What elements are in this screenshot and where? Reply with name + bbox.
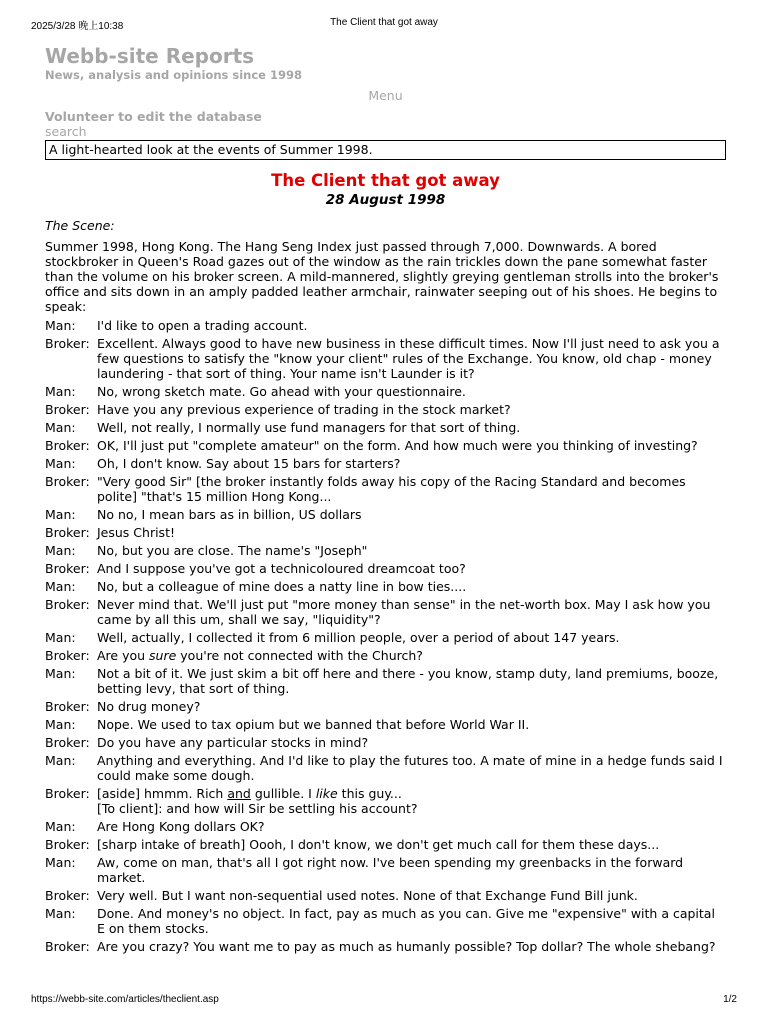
dialogue-line bbox=[97, 648, 726, 666]
dialogue-line: Anything and everything. And I'd like to play the futures too. A mate of mine in a hedge funds said I could make some dough. bbox=[97, 753, 723, 783]
speaker: Man: bbox=[45, 543, 76, 558]
dialogue-row bbox=[45, 561, 726, 579]
speaker: Broker: bbox=[45, 561, 90, 576]
print-page-title: The Client that got away bbox=[330, 17, 438, 28]
dialogue-row bbox=[45, 855, 726, 888]
dialogue-row bbox=[45, 456, 726, 474]
speaker: Broker: bbox=[45, 837, 90, 852]
speaker: Broker: bbox=[45, 735, 90, 750]
speaker: Broker: bbox=[45, 597, 90, 612]
print-footer bbox=[31, 994, 737, 1008]
speaker: Man: bbox=[45, 906, 76, 921]
speaker: Broker: bbox=[45, 786, 90, 801]
speaker: Broker: bbox=[45, 438, 90, 453]
search-link[interactable]: search bbox=[45, 124, 87, 139]
article-date: 28 August 1998 bbox=[325, 192, 446, 208]
speaker: Man: bbox=[45, 666, 76, 681]
dialogue-row bbox=[45, 420, 726, 438]
dialogue-line: Do you have any particular stocks in mind? bbox=[97, 735, 369, 750]
print-datetime: 2025/3/28 晚上10:38 bbox=[31, 21, 124, 32]
dialogue-line: Jesus Christ! bbox=[97, 525, 175, 540]
speaker: Man: bbox=[45, 855, 76, 870]
dialogue-row bbox=[45, 837, 726, 855]
dialogue-row bbox=[45, 699, 726, 717]
scene-intro: Summer 1998, Hong Kong. The Hang Seng Index just passed through 7,000. Downwards. A bored stockbroker in Queen's Road gazes out of the window as the rain trickles down the pane somewhat faster than the volume on his broker screen. A mild-mannered, slightly greying gentleman strolls into the broker's office and sits down in an amply padded leather armchair, rainwater seeping out of his shoes. He begins to speak: bbox=[45, 239, 719, 314]
dialogue-line: Very well. But I want non-sequential used notes. None of that Exchange Fund Bill junk. bbox=[97, 888, 638, 903]
dialogue-row bbox=[45, 888, 726, 906]
speaker: Man: bbox=[45, 579, 76, 594]
dialogue-row bbox=[45, 717, 726, 735]
speaker: Broker: bbox=[45, 336, 90, 351]
dialogue-row bbox=[45, 753, 726, 786]
dialogue-line: Not a bit of it. We just skim a bit off here and there - you know, stamp duty, land premiums, booze, betting levy, that sort of thing. bbox=[97, 666, 719, 696]
article-title: The Client that got away bbox=[271, 171, 500, 190]
text-segment: gullible. I bbox=[250, 786, 316, 801]
aside-line bbox=[97, 786, 726, 801]
dialogue-line: Have you any previous experience of trading in the stock market? bbox=[97, 402, 511, 417]
dialogue-row bbox=[45, 543, 726, 561]
print-url: https://webb-site.com/articles/theclient.asp bbox=[31, 994, 219, 1005]
dialogue-line: Nope. We used to tax opium but we banned that before World War II. bbox=[97, 717, 530, 732]
dialogue-row bbox=[45, 507, 726, 525]
speaker: Broker: bbox=[45, 699, 90, 714]
speaker: Man: bbox=[45, 819, 76, 834]
speaker: Man: bbox=[45, 630, 76, 645]
dialogue-row bbox=[45, 939, 726, 957]
dialogue-line: No, but a colleague of mine does a natty line in bow ties.... bbox=[97, 579, 467, 594]
dialogue-row bbox=[45, 336, 726, 384]
speaker: Broker: bbox=[45, 525, 90, 540]
print-page-number: 1/2 bbox=[723, 994, 737, 1005]
speaker: Man: bbox=[45, 753, 76, 768]
dialogue-line: "Very good Sir" [the broker instantly folds away his copy of the Racing Standard and becomes polite] "that's 15 million Hong Kong... bbox=[97, 474, 686, 504]
speaker: Broker: bbox=[45, 888, 90, 903]
dialogue-line: Well, not really, I normally use fund managers for that sort of thing. bbox=[97, 420, 521, 435]
dialogue-row bbox=[45, 579, 726, 597]
underlined-text: and bbox=[227, 786, 251, 801]
dialogue-row bbox=[45, 819, 726, 837]
volunteer-link[interactable]: Volunteer to edit the database bbox=[45, 109, 262, 124]
dialogue-row bbox=[45, 438, 726, 456]
dialogue-row bbox=[45, 786, 726, 819]
dialogue-line: No drug money? bbox=[97, 699, 201, 714]
dialogue-row bbox=[45, 906, 726, 939]
dialogue-row bbox=[45, 474, 726, 507]
article-blurb: A light-hearted look at the events of Summer 1998. bbox=[45, 140, 726, 160]
site-title[interactable]: Webb-site Reports bbox=[45, 44, 255, 68]
speaker: Man: bbox=[45, 717, 76, 732]
speaker: Man: bbox=[45, 384, 76, 399]
speaker: Broker: bbox=[45, 648, 90, 663]
dialogue-line: Excellent. Always good to have new business in these difficult times. Now I'll just need to ask you a few questions to satisfy the "know your client" rules of the Exchange. You know, old chap - money laundering - that sort of thing. Your name isn't Launder is it? bbox=[97, 336, 720, 381]
text-segment: you're not connected with the Church? bbox=[176, 648, 423, 663]
site-tagline: News, analysis and opinions since 1998 bbox=[45, 68, 302, 82]
speaker: Man: bbox=[45, 507, 76, 522]
emphasis-text: sure bbox=[149, 648, 177, 663]
dialogue-row bbox=[45, 630, 726, 648]
menu-link[interactable]: Menu bbox=[368, 88, 403, 103]
dialogue-line: Aw, come on man, that's all I got right now. I've been spending my greenbacks in the forward market. bbox=[97, 855, 684, 885]
dialogue-line: [sharp intake of breath] Oooh, I don't know, we don't get much call for them these days... bbox=[97, 837, 660, 852]
dialogue-line: No no, I mean bars as in billion, US dollars bbox=[97, 507, 362, 522]
dialogue-row bbox=[45, 648, 726, 666]
dialogue-line: Are you crazy? You want me to pay as much as humanly possible? Top dollar? The whole shebang? bbox=[97, 939, 716, 954]
dialogue-line bbox=[97, 786, 726, 819]
dialogue-line: Done. And money's no object. In fact, pay as much as you can. Give me "expensive" with a capital E on them stocks. bbox=[97, 906, 715, 936]
dialogue-line: Well, actually, I collected it from 6 million people, over a period of about 147 years. bbox=[97, 630, 620, 645]
speaker: Broker: bbox=[45, 939, 90, 954]
print-header bbox=[31, 17, 737, 31]
dialogue-line: Never mind that. We'll just put "more money than sense" in the net-worth box. May I ask how you came by all this um, shall we say, "liquidity"? bbox=[97, 597, 711, 627]
dialogue-row bbox=[45, 318, 726, 336]
dialogue-line: No, wrong sketch mate. Go ahead with your questionnaire. bbox=[97, 384, 466, 399]
dialogue-table bbox=[45, 318, 726, 957]
dialogue-row bbox=[45, 666, 726, 699]
speaker: Man: bbox=[45, 420, 76, 435]
dialogue-row bbox=[45, 597, 726, 630]
to-client-line: [To client]: and how will Sir be settling his account? bbox=[97, 801, 418, 816]
speaker: Broker: bbox=[45, 474, 90, 489]
dialogue-line: I'd like to open a trading account. bbox=[97, 318, 308, 333]
dialogue-row bbox=[45, 384, 726, 402]
scene-label: The Scene: bbox=[45, 218, 115, 233]
emphasis-text: like bbox=[315, 786, 338, 801]
dialogue-row bbox=[45, 735, 726, 753]
speaker: Man: bbox=[45, 456, 76, 471]
dialogue-row bbox=[45, 402, 726, 420]
dialogue-line: Are Hong Kong dollars OK? bbox=[97, 819, 265, 834]
dialogue-line: And I suppose you've got a technicoloured dreamcoat too? bbox=[97, 561, 466, 576]
dialogue-line: No, but you are close. The name's "Joseph" bbox=[97, 543, 368, 558]
page-content bbox=[45, 44, 726, 957]
dialogue-line: Oh, I don't know. Say about 15 bars for starters? bbox=[97, 456, 401, 471]
dialogue-row bbox=[45, 525, 726, 543]
speaker: Man: bbox=[45, 318, 76, 333]
text-segment: this guy... bbox=[337, 786, 402, 801]
text-segment: Are you bbox=[97, 648, 150, 663]
speaker: Broker: bbox=[45, 402, 90, 417]
text-segment: [aside] hmmm. Rich bbox=[97, 786, 228, 801]
dialogue-line: OK, I'll just put "complete amateur" on the form. And how much were you thinking of investing? bbox=[97, 438, 698, 453]
